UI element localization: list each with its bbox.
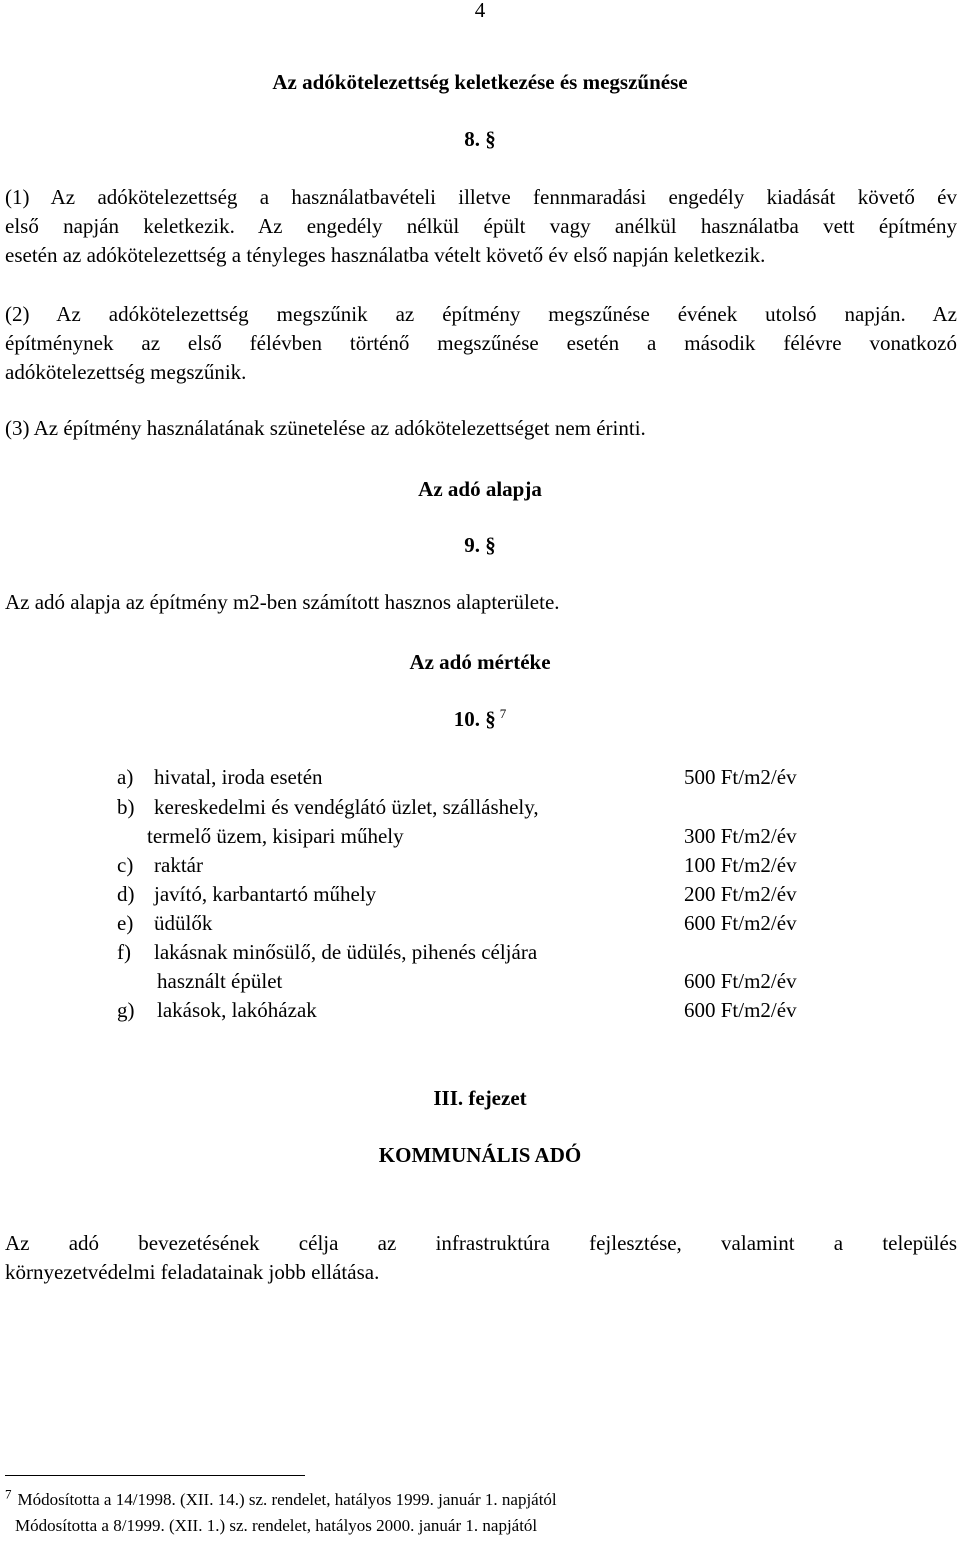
rate-label: a)	[117, 765, 134, 789]
rate-description: kereskedelmi és vendéglátó üzlet, szálláshely,	[154, 795, 539, 819]
rate-description: lakásnak minősülő, de üdülés, pihenés céljára	[154, 940, 538, 964]
rate-label: d)	[117, 882, 135, 906]
rate-label: f)	[117, 940, 131, 964]
section-title-ado-merteke: Az adó mértéke	[409, 650, 551, 674]
rate-value: 200 Ft/m2/év	[684, 882, 797, 906]
chapter-subtitle: KOMMUNÁLIS ADÓ	[378, 1143, 582, 1167]
paragraph-line: első napján keletkezik. Az engedély nélkül épült vagy anélkül használatba vett építmény	[5, 214, 957, 238]
section-title-ado-alapja: Az adó alapja	[418, 477, 542, 501]
paragraph-line: adókötelezettség megszűnik.	[5, 360, 247, 384]
rate-value: 300 Ft/m2/év	[684, 824, 797, 848]
page-number: 4	[474, 0, 486, 22]
rate-label: g)	[117, 998, 135, 1022]
chapter-intro-paragraph	[5, 1229, 957, 1287]
rate-value: 100 Ft/m2/év	[684, 853, 797, 877]
rate-label: e)	[117, 911, 134, 935]
paragraph-number-9: 9. §	[464, 533, 496, 557]
paragraph-line: (2) Az adókötelezettség megszűnik az építmény megszűnése évének utolsó napján. Az	[5, 302, 957, 326]
paragraph-line: Az adó bevezetésének célja az infrastruktúra fejlesztése, valamint a település	[5, 1231, 957, 1255]
paragraph-number-10-text: 10. §	[453, 707, 496, 731]
paragraph-line: (1) Az adókötelezettség a használatbavételi illetve fennmaradási engedély kiadását követő év	[5, 185, 957, 209]
footnote-line-2: Módosította a 8/1999. (XII. 1.) sz. rendelet, hatályos 2000. január 1. napjától	[15, 1516, 538, 1535]
paragraph-line: esetén az adókötelezettség a tényleges használatba vételt követő év első napján keletkezik.	[5, 243, 766, 267]
paragraph-8-3: (3) Az építmény használatának szünetelése az adókötelezettséget nem érinti.	[5, 416, 646, 440]
rate-description: raktár	[154, 853, 203, 877]
footnote-marker: 7	[5, 1486, 12, 1502]
rate-value: 600 Ft/m2/év	[684, 969, 797, 993]
rate-description: üdülők	[154, 911, 213, 935]
footnote-separator	[5, 1475, 305, 1476]
rate-description-continued: termelő üzem, kisipari műhely	[147, 824, 404, 848]
paragraph-line: környezetvédelmi feladatainak jobb ellátása.	[5, 1260, 380, 1284]
rate-label: c)	[117, 853, 134, 877]
paragraph-9-text: Az adó alapja az építmény m2-ben számított hasznos alapterülete.	[5, 590, 560, 614]
rate-value: 600 Ft/m2/év	[684, 998, 797, 1022]
rate-value: 600 Ft/m2/év	[684, 911, 797, 935]
footnote-reference: 7	[499, 706, 507, 721]
chapter-title: III. fejezet	[433, 1086, 527, 1110]
rate-description: lakások, lakóházak	[157, 998, 317, 1022]
rate-description: hivatal, iroda esetén	[154, 765, 323, 789]
rate-description-continued: használt épület	[157, 969, 283, 993]
paragraph-8-1	[5, 183, 957, 270]
section-title-adokotelezettseg: Az adókötelezettség keletkezése és megszűnése	[272, 70, 688, 94]
footnote-line-1	[5, 1486, 557, 1510]
rate-description: javító, karbantartó műhely	[154, 882, 377, 906]
paragraph-number-10	[0, 707, 960, 732]
rate-value: 500 Ft/m2/év	[684, 765, 797, 789]
rate-label: b)	[117, 795, 135, 819]
paragraph-8-2	[5, 300, 957, 387]
footnote-text: Módosította a 14/1998. (XII. 14.) sz. rendelet, hatályos 1999. január 1. napjától	[17, 1490, 557, 1509]
paragraph-line: építménynek az első félévben történő megszűnése esetén a második félévre vonatkozó	[5, 331, 957, 355]
paragraph-number-8: 8. §	[464, 127, 496, 151]
